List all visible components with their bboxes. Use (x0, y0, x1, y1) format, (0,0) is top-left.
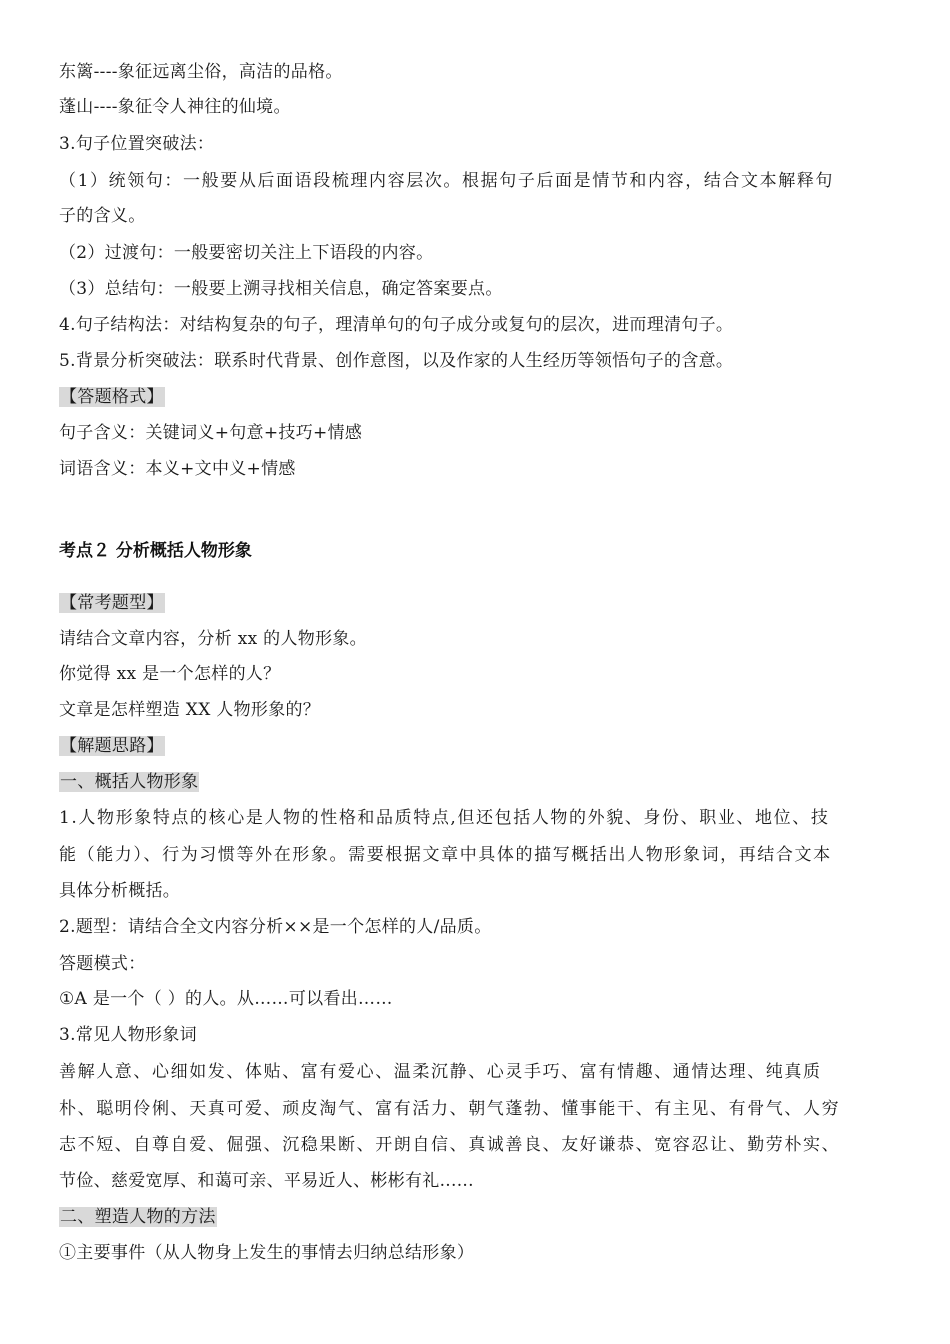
text-line: 句子含义：关键词义+句意+技巧+情感 (59, 423, 363, 443)
text-line: ①主要事件（从人物身上发生的事情去归纳总结形象） (59, 1243, 475, 1263)
approach-tag: 【解题思路】 (60, 736, 164, 756)
text-line: 5.背景分析突破法：联系时代背景、创作意图，以及作家的人生经历等领悟句子的含意。 (59, 351, 734, 371)
text-line: 志不短、自尊自爱、倔强、沉稳果断、开朗自信、真诚善良、友好谦恭、宽容忍让、勤劳朴实、 (59, 1135, 841, 1155)
part-title: 二、塑造人物的方法 (60, 1207, 216, 1227)
text-line: （2）过渡句：一般要密切关注上下语段的内容。 (59, 243, 434, 263)
text-line: （3）总结句：一般要上溯寻找相关信息，确定答案要点。 (59, 279, 503, 299)
text-line: ①A 是一个（ ）的人。从……可以看出…… (59, 989, 393, 1009)
text-line: 子的含义。 (59, 206, 146, 226)
question-type-tag: 【常考题型】 (60, 593, 164, 613)
text-line: 3.句子位置突破法： (59, 134, 215, 154)
text-line: 蓬山----象征令人神往的仙境。 (59, 97, 291, 117)
text-line: 答题模式： (59, 954, 146, 974)
text-line: 1.人物形象特点的核心是人物的性格和品质特点,但还包括人物的外貌、身份、职业、地位、技 (59, 808, 830, 828)
text-line: 善解人意、心细如发、体贴、富有爱心、温柔沉静、心灵手巧、富有情趣、通情达理、纯真质 (59, 1062, 822, 1082)
text-line: 能（能力）、行为习惯等外在形象。需要根据文章中具体的描写概括出人物形象词，再结合文本 (59, 845, 832, 865)
text-line: 请结合文章内容，分析 xx 的人物形象。 (59, 629, 367, 649)
text-line: 4.句子结构法：对结构复杂的句子，理清单句的句子成分或复句的层次，进而理清句子。 (59, 315, 734, 335)
text-line: 词语含义：本义+文中义+情感 (59, 459, 296, 479)
text-line: （1）统领句：一般要从后面语段梳理内容层次。根据句子后面是情节和内容，结合文本解释句 (59, 171, 835, 191)
text-line: 朴、聪明伶俐、天真可爱、顽皮淘气、富有活力、朝气蓬勃、懂事能干、有主见、有骨气、人穷 (59, 1099, 841, 1119)
part-title: 一、概括人物形象 (60, 772, 199, 792)
text-line: 东篱----象征远离尘俗，高洁的品格。 (59, 62, 343, 82)
text-line: 节俭、慈爱宽厚、和蔼可亲、平易近人、彬彬有礼...... (59, 1171, 474, 1191)
text-line: 具体分析概括。 (59, 881, 181, 901)
section-heading: 考点２ 分析概括人物形象 (59, 541, 252, 561)
answer-format-tag: 【答题格式】 (60, 387, 164, 407)
text-line: 3.常见人物形象词 (59, 1025, 197, 1045)
text-line: 文章是怎样塑造 XX 人物形象的？ (59, 700, 321, 720)
text-line: 2.题型：请结合全文内容分析××是一个怎样的人/品质。 (59, 917, 492, 937)
text-line: 你觉得 xx 是一个怎样的人？ (59, 664, 281, 684)
